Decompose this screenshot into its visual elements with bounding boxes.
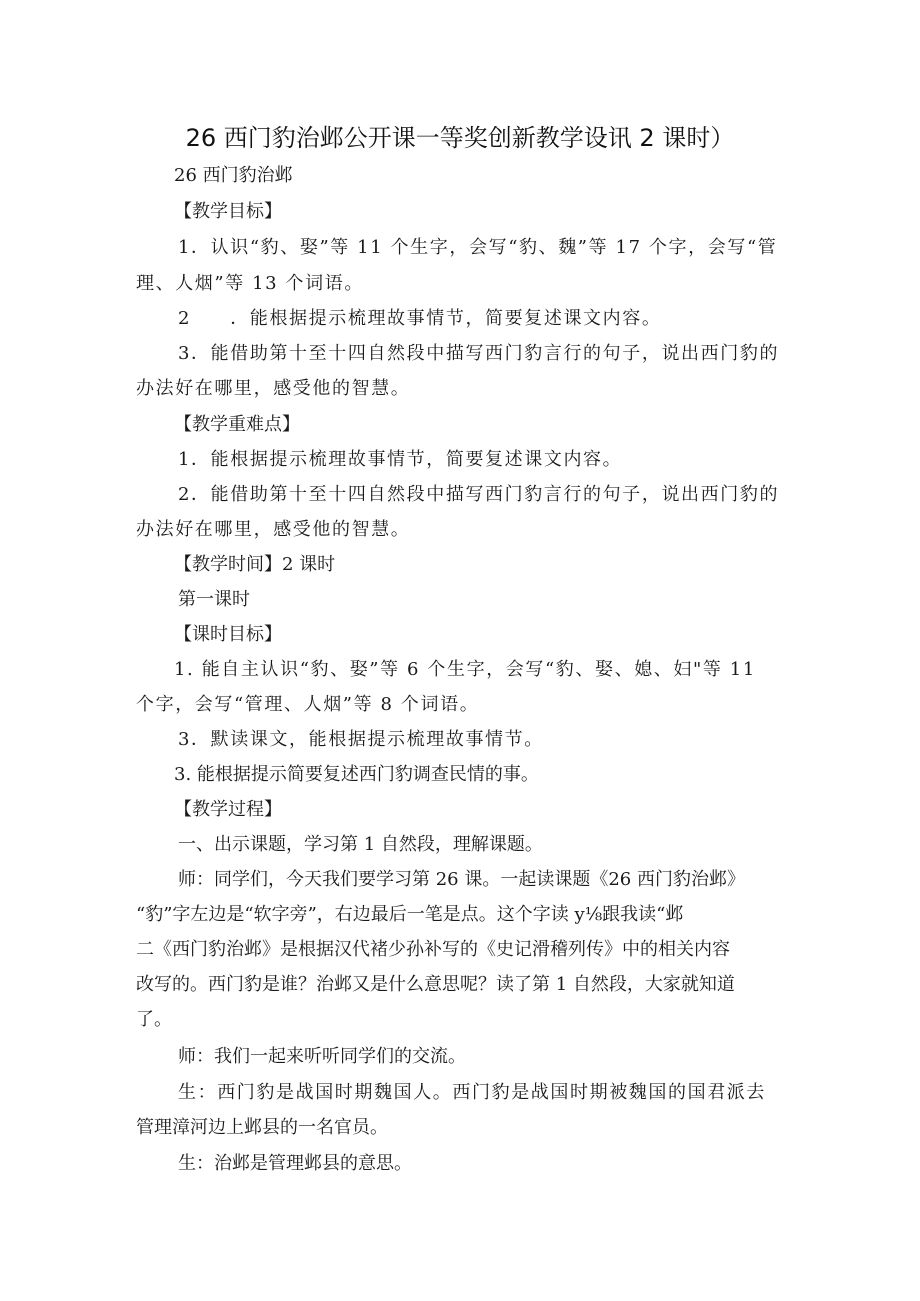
text-line: 个字，会写“管理、人烟”等 8 个词语。 xyxy=(136,694,480,715)
text-line: 1．认识“豹、娶”等 11 个生字，会写“豹、魏”等 17 个字，会写“管 xyxy=(178,237,778,258)
text-line: 办法好在哪里，感受他的智慧。 xyxy=(136,519,411,540)
text-line: 2．能借助第十至十四自然段中描写西门豹言行的句子，说出西门豹的 xyxy=(178,484,780,505)
section-heading: 【课时目标】 xyxy=(174,624,282,645)
text-line: 办法好在哪里，感受他的智慧。 xyxy=(136,378,411,399)
section-heading: 【教学重难点】 xyxy=(174,414,300,435)
section-heading: 【教学过程】 xyxy=(174,799,282,820)
text-line: 2 ．能根据提示梳理故事情节，简要复述课文内容。 xyxy=(178,308,662,329)
text-line: 第一课时 xyxy=(178,589,250,610)
text-line: 3．能借助第十至十四自然段中描写西门豹言行的句子，说出西门豹的 xyxy=(178,343,780,364)
document-title: 26 西门豹治邺公开课一等奖创新教学设讯 2 课时） xyxy=(185,124,735,152)
text-line: 一、出示课题，学习第 1 自然段，理解课题。 xyxy=(178,834,543,855)
text-line: 理、人烟”等 13 个词语。 xyxy=(136,273,364,294)
text-line: 师：同学们，今天我们要学习第 26 课。一起读课题《26 西门豹治邺》 xyxy=(178,869,745,890)
text-line: 管理漳河边上邺县的一名官员。 xyxy=(136,1117,388,1138)
text-line: 1．能根据提示梳理故事情节，简要复述课文内容。 xyxy=(178,449,623,470)
text-line: 3．默读课文，能根据提示梳理故事情节。 xyxy=(178,729,544,750)
section-heading: 【教学时间】2 课时 xyxy=(174,554,336,575)
text-line: 1. 能自主认识“豹、娶”等 6 个生字，会写“豹、娶、媳、妇"等 11 xyxy=(174,659,756,680)
text-line: 改写的。西门豹是谁？治邺又是什么意思呢？读了第 1 自然段，大家就知道 xyxy=(136,974,735,995)
text-line: 3. 能根据提示简要复述西门豹调查民情的事。 xyxy=(174,764,539,785)
text-line: 26 西门豹治邺 xyxy=(174,165,293,186)
text-line: 生：治邺是管理邺县的意思。 xyxy=(178,1153,412,1174)
text-line: 生：西门豹是战国时期魏国人。西门豹是战国时期被魏国的国君派去 xyxy=(178,1082,766,1103)
text-line: 二《西门豹治邺》是根据汉代褚少孙补写的《史记滑稽列传》中的相关内容 xyxy=(136,939,730,960)
text-line: 师：我们一起来听听同学们的交流。 xyxy=(178,1046,466,1067)
text-line: “豹”字左边是“软字旁”，右边最后一笔是点。这个字读 y⅛跟我读“邺 xyxy=(136,904,684,925)
text-line: 了。 xyxy=(136,1009,172,1030)
section-heading: 【教学目标】 xyxy=(174,201,282,222)
